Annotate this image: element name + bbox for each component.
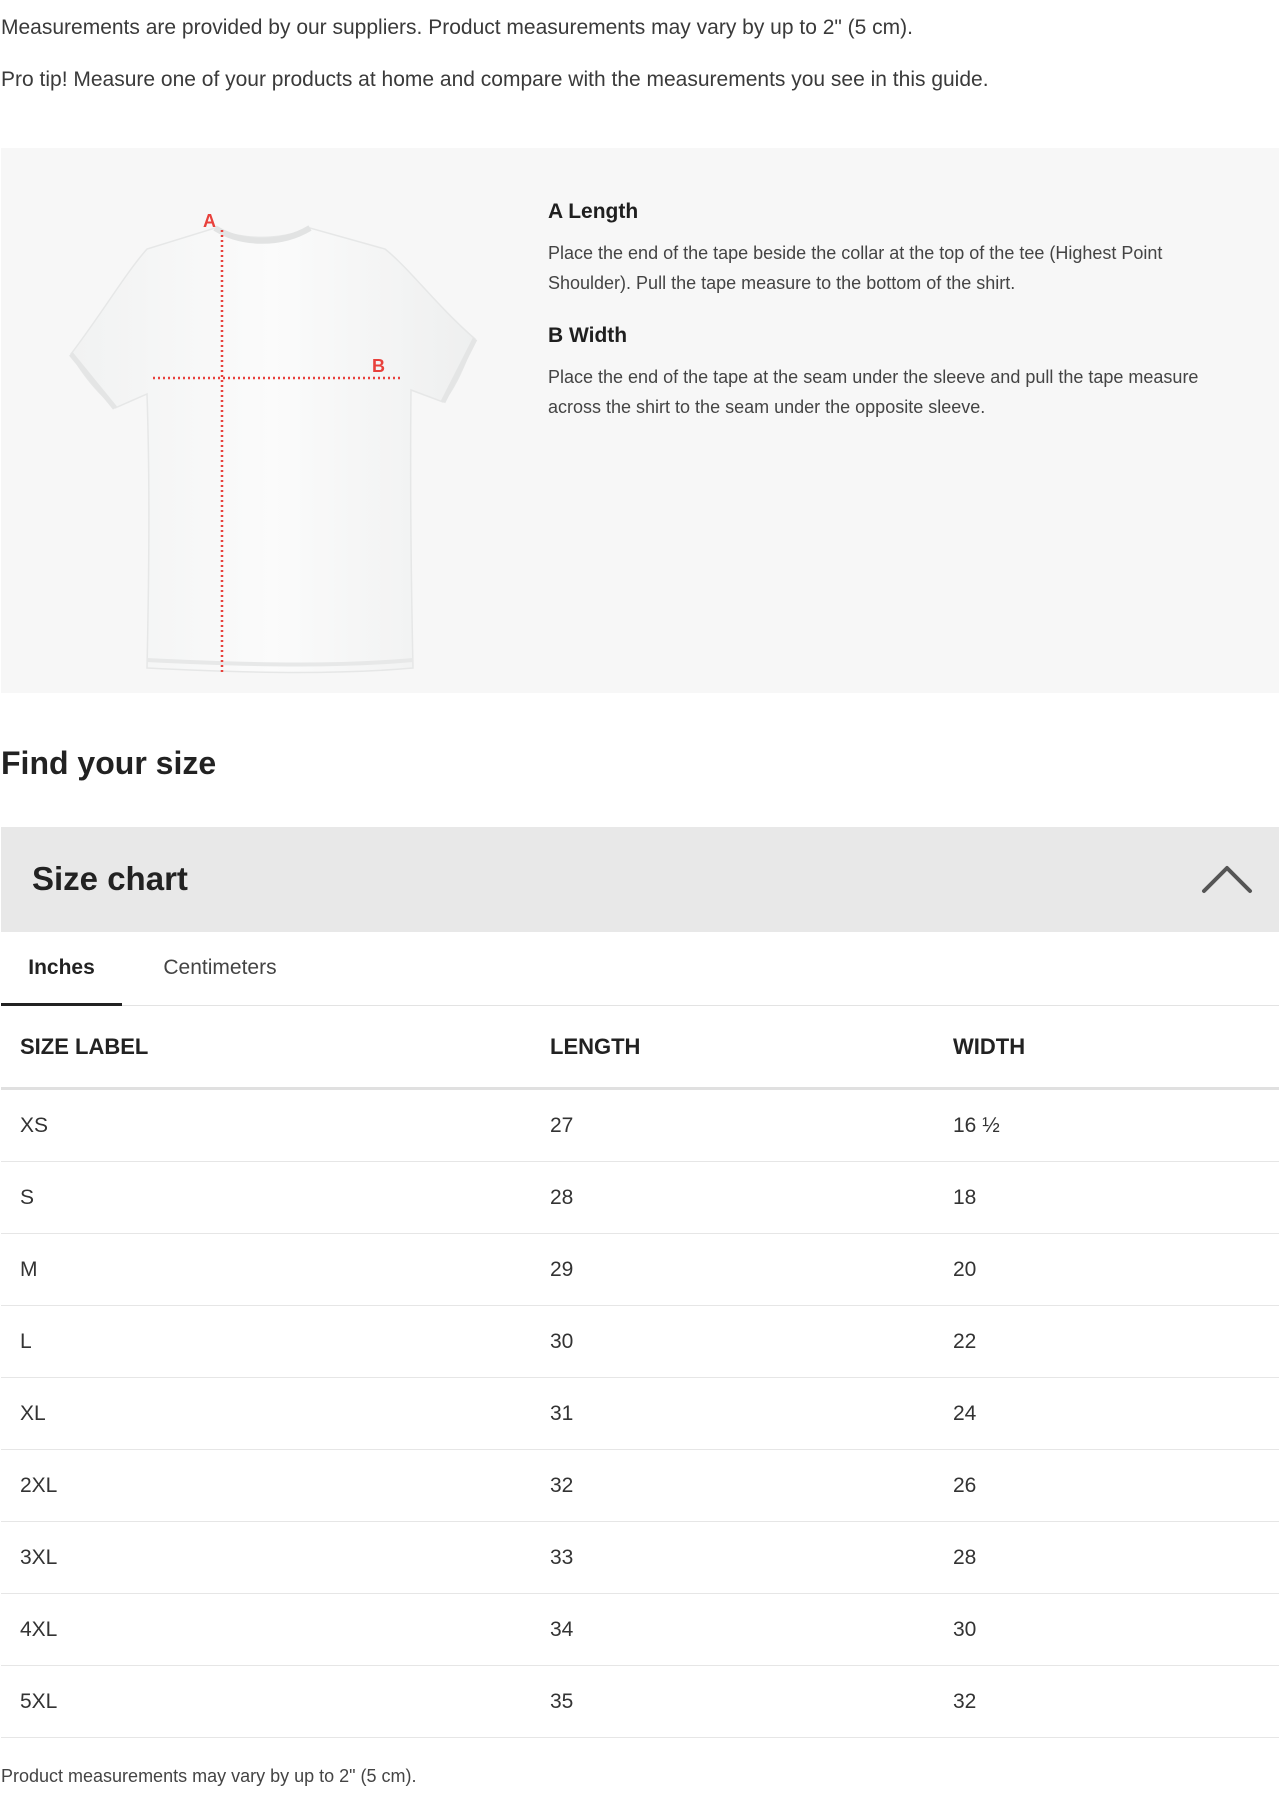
size-chart-header[interactable] xyxy=(1,827,1279,932)
width-cell: 20 xyxy=(953,1234,1279,1306)
length-cell: 28 xyxy=(550,1162,953,1234)
size-chart-title: Size chart xyxy=(32,860,188,897)
table-row xyxy=(1,1378,1279,1450)
size-cell: XL xyxy=(1,1378,550,1450)
column-header-length: LENGTH xyxy=(550,1006,953,1089)
size-cell: M xyxy=(1,1234,550,1306)
table-row xyxy=(1,1450,1279,1522)
length-cell: 35 xyxy=(550,1666,953,1738)
size-table xyxy=(1,1006,1279,1738)
table-row xyxy=(1,1306,1279,1378)
tab-inches[interactable]: Inches xyxy=(28,956,95,979)
width-cell: 32 xyxy=(953,1666,1279,1738)
width-cell: 28 xyxy=(953,1522,1279,1594)
tshirt-diagram xyxy=(65,194,485,674)
length-cell: 32 xyxy=(550,1450,953,1522)
tshirt-icon xyxy=(65,194,485,674)
length-description: Place the end of the tape beside the collar at the top of the tee (Highest Point Shoulder). Pull the tape measure to the bottom of the shirt. xyxy=(548,243,1163,293)
length-cell: 31 xyxy=(550,1378,953,1450)
measurement-instructions xyxy=(548,200,1238,448)
length-title: A Length xyxy=(548,200,639,223)
table-row xyxy=(1,1522,1279,1594)
width-cell: 26 xyxy=(953,1450,1279,1522)
tab-centimeters[interactable]: Centimeters xyxy=(163,956,277,979)
length-cell: 27 xyxy=(550,1089,953,1162)
find-your-size-heading: Find your size xyxy=(1,745,217,781)
width-cell: 22 xyxy=(953,1306,1279,1378)
chevron-up-icon[interactable] xyxy=(1201,861,1253,897)
label-b: B xyxy=(372,356,385,376)
length-cell: 33 xyxy=(550,1522,953,1594)
width-cell: 16 ½ xyxy=(953,1089,1279,1162)
width-cell: 18 xyxy=(953,1162,1279,1234)
table-row xyxy=(1,1089,1279,1162)
table-row xyxy=(1,1234,1279,1306)
column-header-size: SIZE LABEL xyxy=(1,1006,550,1089)
length-cell: 34 xyxy=(550,1594,953,1666)
size-cell: S xyxy=(1,1162,550,1234)
size-cell: 4XL xyxy=(1,1594,550,1666)
supplier-note: Measurements are provided by our suppliers. Product measurements may vary by up to 2" (5 cm). xyxy=(1,16,914,39)
length-cell: 29 xyxy=(550,1234,953,1306)
measurement-panel xyxy=(1,148,1279,693)
table-row xyxy=(1,1162,1279,1234)
table-row xyxy=(1,1666,1279,1738)
size-cell: 2XL xyxy=(1,1450,550,1522)
width-title: B Width xyxy=(548,324,628,347)
width-description: Place the end of the tape at the seam under the sleeve and pull the tape measure across the shirt to the seam under the opposite sleeve. xyxy=(548,367,1199,417)
column-header-width: WIDTH xyxy=(953,1006,1279,1089)
table-header-row xyxy=(1,1006,1279,1089)
width-cell: 24 xyxy=(953,1378,1279,1450)
size-cell: 3XL xyxy=(1,1522,550,1594)
label-a: A xyxy=(203,211,216,231)
width-cell: 30 xyxy=(953,1594,1279,1666)
unit-tabs xyxy=(1,932,1279,1006)
size-cell: XS xyxy=(1,1089,550,1162)
table-row xyxy=(1,1594,1279,1666)
pro-tip: Pro tip! Measure one of your products at home and compare with the measurements you see in this guide. xyxy=(1,68,989,91)
size-cell: 5XL xyxy=(1,1666,550,1738)
size-cell: L xyxy=(1,1306,550,1378)
length-cell: 30 xyxy=(550,1306,953,1378)
measurement-footnote: Product measurements may vary by up to 2" (5 cm). xyxy=(1,1766,417,1786)
